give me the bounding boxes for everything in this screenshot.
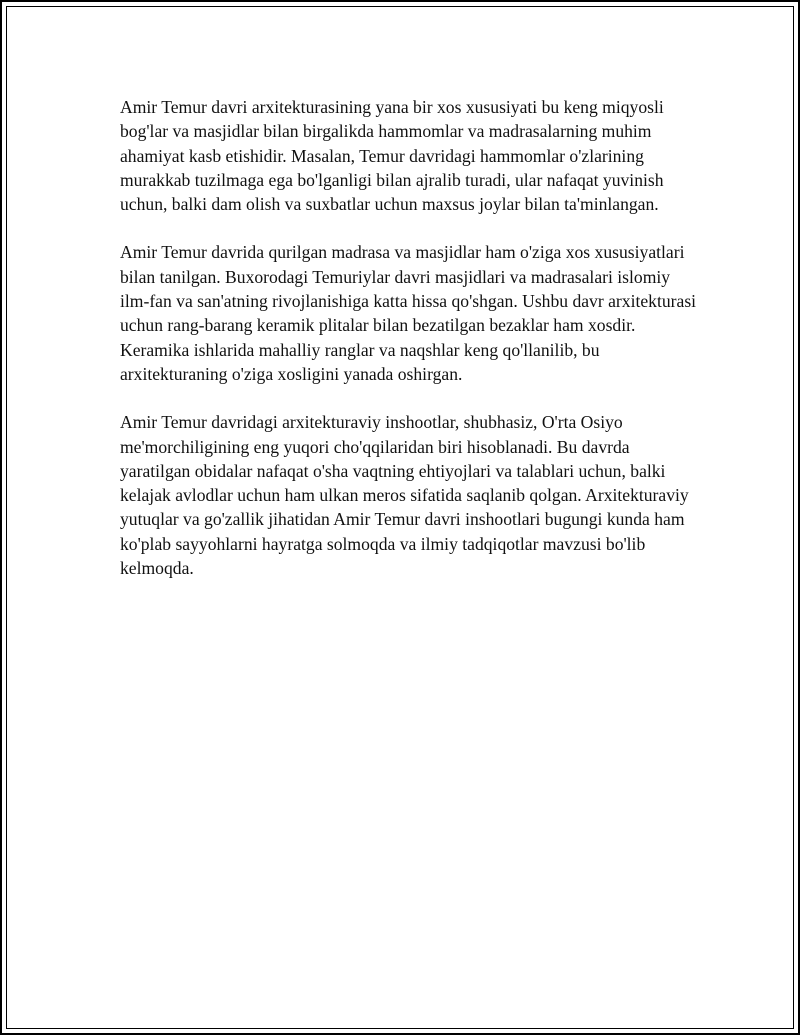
paragraph-3: Amir Temur davridagi arxitekturaviy inshootlar, shubhasiz, O'rta Osiyo me'morchiligining eng yuqori cho'qqilaridan biri hisoblanadi. Bu davrda yaratilgan obidalar nafaqat o'sha vaqtning ehtiyojlari va talablari uchun, balki kelajak avlodlar uchun ham ulkan meros sifatida saqlanib qolgan. Arxitekturaviy yutuqlar va go'zallik jihatidan Amir Temur davri inshootlari bugungi kunda ham ko'plab sayyohlarni hayratga solmoqda va ilmiy tadqiqotlar mavzusi bo'lib kelmoqda.	[120, 412, 689, 579]
paragraph-1: Amir Temur davri arxitekturasining yana bir xos xususiyati bu keng miqyosli bog'lar va masjidlar bilan birgalikda hammomlar va madrasalarning muhim ahamiyat kasb etishidir. Masalan, Temur davridagi hammomlar o'zlarining murakkab tuzilmaga ega bo'lganligi bilan ajralib turadi, ular nafaqat yuvinish uchun, balki dam olish va suxbatlar uchun maxsus joylar bilan ta'minlangan.	[120, 97, 664, 215]
paragraph-2: Amir Temur davrida qurilgan madrasa va masjidlar ham o'ziga xos xususiyatlari bilan tanilgan. Buxorodagi Temuriylar davri masjidlari va madrasalari islomiy ilm-fan va san'atning rivojlanishiga katta hissa qo'shgan. Ushbu davr arxitekturasi uchun rang-barang keramik plitalar bilan bezatilgan bezaklar ham xosdir. Keramika ishlarida mahalliy ranglar va naqshlar keng qo'llanilib, bu arxitekturaning o'ziga xosligini yanada oshirgan.	[120, 242, 697, 384]
document-body	[120, 95, 702, 604]
